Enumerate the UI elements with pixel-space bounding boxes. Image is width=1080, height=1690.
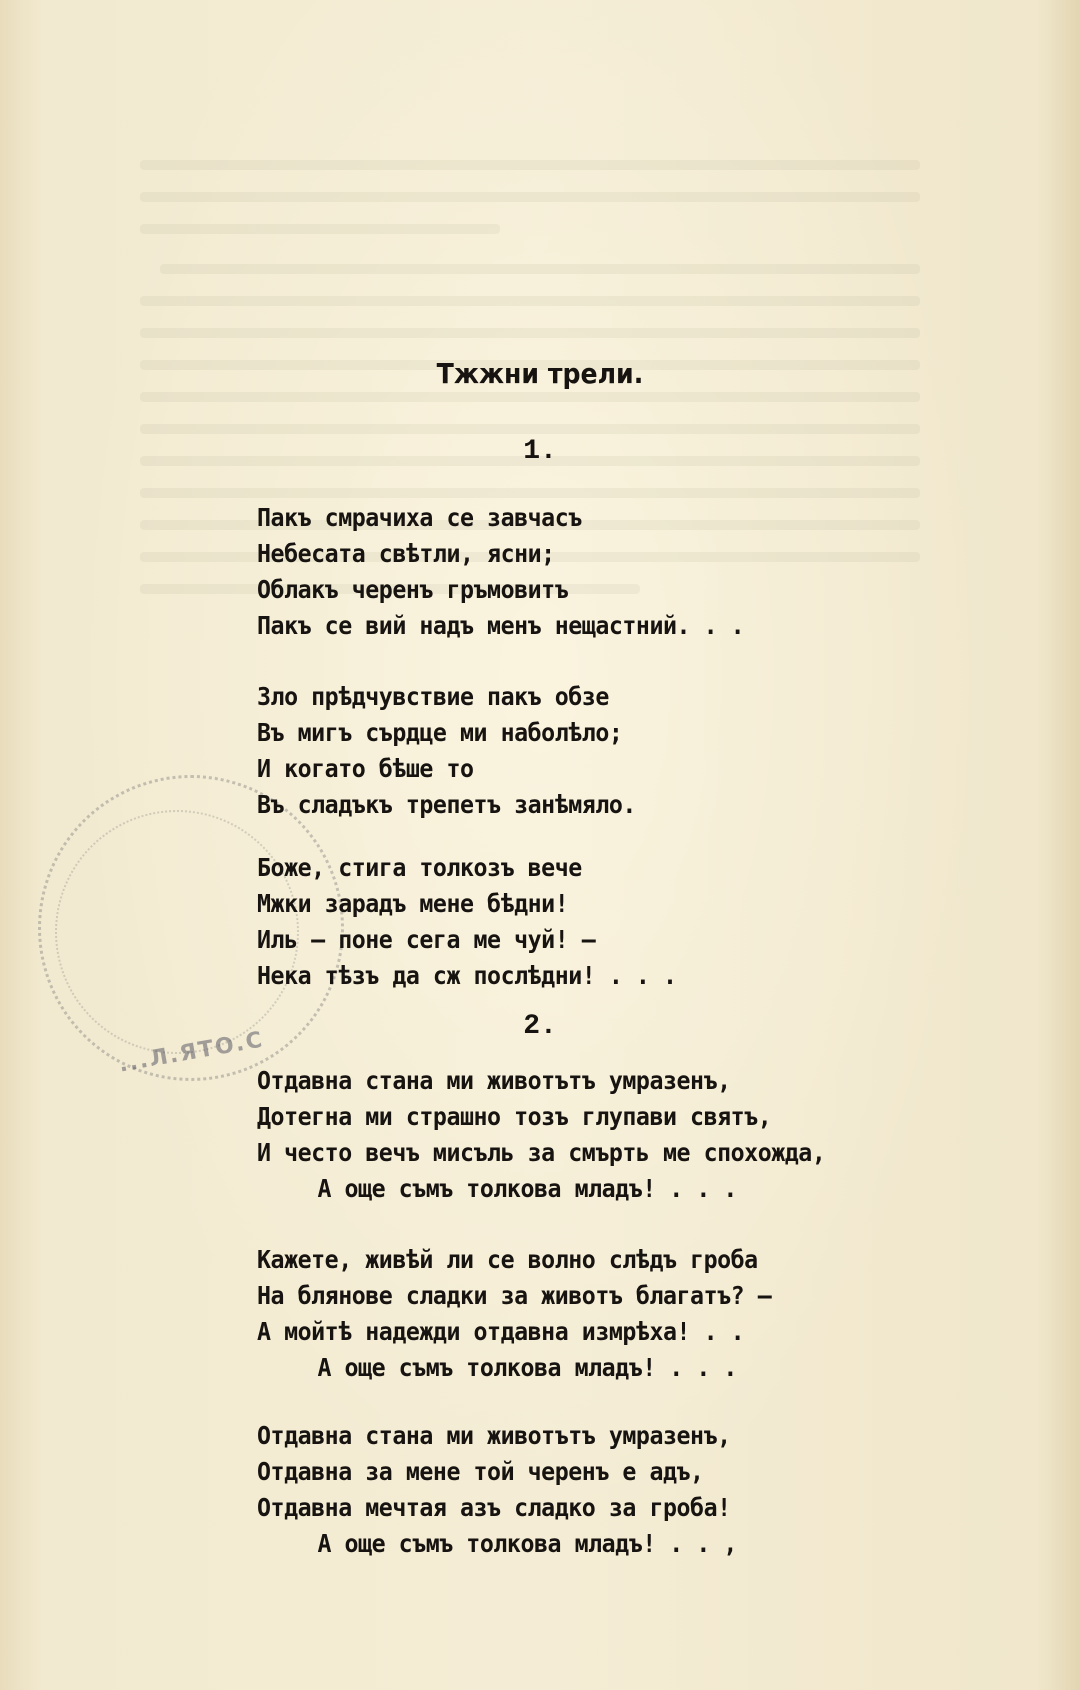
verse-line: Дотегна ми страшно тозъ глупави святъ, [257, 1102, 772, 1131]
stanza [257, 679, 664, 823]
stanza [257, 1242, 810, 1386]
verse-refrain: А още съмъ толкова младъ! . . . [317, 1174, 737, 1203]
verse-line: Пакъ се вий надъ менъ нещастний. . . [257, 611, 745, 640]
verse-line: И когато бѣше то [257, 754, 474, 783]
section-number: 1. [523, 436, 557, 467]
verse-line: Пакъ смрачиха се завчасъ [257, 503, 582, 532]
verse-line: Мжки зарадъ мене бѣдни! [257, 889, 569, 918]
verse-line: Небесата свѣтли, ясни; [257, 539, 555, 568]
stanza [257, 500, 781, 644]
verse-line: Отдавна стана ми животътъ умразенъ, [257, 1421, 731, 1450]
section-number: 2. [523, 1011, 557, 1042]
library-stamp-text: ...Л.ЯТО.С [116, 1027, 266, 1078]
verse-line: Нека тѣзъ да сж послѣдни! . . . [257, 961, 677, 990]
verse-line: На блянове сладки за животъ благатъ? — [257, 1281, 772, 1310]
verse-line: Зло прѣдчувствие пакъ обзе [257, 682, 609, 711]
verse-refrain: А още съмъ толкова младъ! . . , [317, 1529, 737, 1558]
poem-title: Тжжни трели. [436, 357, 644, 390]
verse-line: И често вечъ мисъль за смърть ме спохожда, [257, 1138, 826, 1167]
verse-line: Облакъ черенъ гръмовитъ [257, 575, 569, 604]
verse-refrain: А още съмъ толкова младъ! . . . [317, 1353, 737, 1382]
verse-line: Въ мигъ сърдце ми наболѣло; [257, 718, 623, 747]
stanza [257, 850, 708, 994]
verse-line: Иль — поне сега ме чуй! — [257, 925, 596, 954]
verse-line: Боже, стига толкозъ вече [257, 853, 582, 882]
stanza [257, 1063, 868, 1207]
verse-line: Отдавна стана ми животътъ умразенъ, [257, 1066, 731, 1095]
stanza [257, 1418, 773, 1562]
verse-line: А мойтѣ надежди отдавна измрѣха! . . [257, 1317, 745, 1346]
verse-line: Въ сладъкъ трепетъ занѣмяло. [257, 790, 636, 819]
verse-line: Кажете, живѣй ли се волно слѣдъ гроба [257, 1245, 758, 1274]
verse-line: Отдавна за мене той черенъ е адъ, [257, 1457, 704, 1486]
verse-line: Отдавна мечтая азъ сладко за гроба! [257, 1493, 731, 1522]
